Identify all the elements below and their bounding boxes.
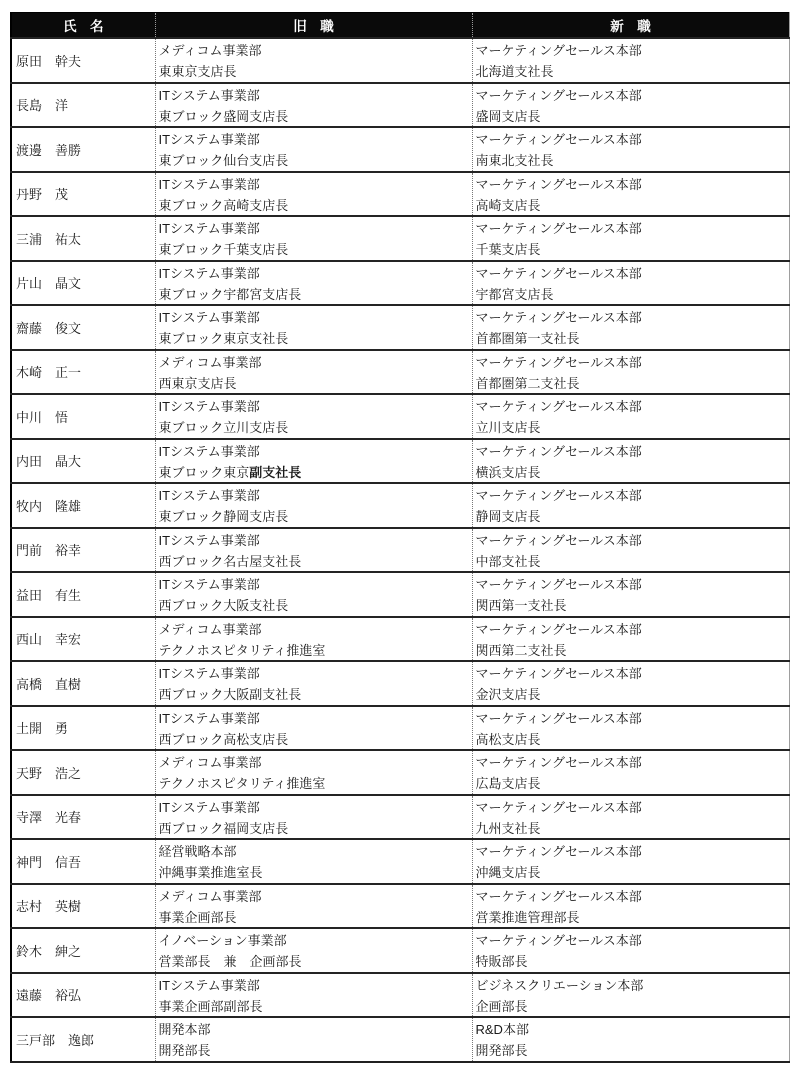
new-position-line1: マーケティングセールス本部 xyxy=(475,933,642,949)
old-position-line2: 沖縄事業推進室長 xyxy=(158,865,263,881)
old-position-line2: 東東京支店長 xyxy=(158,64,237,80)
new-position-line1: マーケティングセールス本部 xyxy=(475,176,642,192)
old-position-line1: ITシステム事業部 xyxy=(158,577,260,593)
personnel-change-table xyxy=(10,12,790,1063)
old-position-lines xyxy=(156,351,472,394)
new-position-lines xyxy=(473,351,789,394)
new-position-cell xyxy=(472,127,789,172)
new-position-line2: 関西第二支社長 xyxy=(475,642,567,658)
table-row xyxy=(11,795,789,840)
bold-text-segment: 副支社長 xyxy=(249,464,302,480)
new-position-lines xyxy=(473,39,789,82)
old-position-lines xyxy=(156,974,472,1017)
new-position-line2: 首都圏第二支社長 xyxy=(475,375,580,391)
new-position-cell xyxy=(472,1017,789,1062)
new-position-line2: 広島支店長 xyxy=(475,776,541,792)
old-position-line1: ITシステム事業部 xyxy=(158,532,260,548)
old-position-cell xyxy=(155,305,472,350)
old-position-line1: メディコム事業部 xyxy=(158,755,262,771)
new-position-cell xyxy=(472,172,789,217)
employee-name: 三戸部 逸郎 xyxy=(16,1032,95,1048)
new-position-lines xyxy=(473,440,789,483)
new-position-lines xyxy=(473,707,789,750)
old-position-cell xyxy=(155,350,472,395)
new-position-cell xyxy=(472,83,789,128)
column-header-new-position: 新 職 xyxy=(472,13,789,39)
employee-name: 三浦 祐太 xyxy=(16,231,82,247)
new-position-line1: マーケティングセールス本部 xyxy=(475,43,642,59)
new-position-cell xyxy=(472,795,789,840)
table-row xyxy=(11,839,789,884)
table-row xyxy=(11,706,789,751)
table-row xyxy=(11,973,789,1018)
old-position-lines xyxy=(156,306,472,349)
employee-name: 原田 幹夫 xyxy=(16,53,82,69)
employee-name: 片山 晶文 xyxy=(16,276,82,292)
old-position-cell xyxy=(155,83,472,128)
new-position-cell xyxy=(472,216,789,261)
new-position-line2: 関西第一支社長 xyxy=(475,598,567,614)
employee-name: 齋藤 俊文 xyxy=(16,320,82,336)
new-position-line1: マーケティングセールス本部 xyxy=(475,577,642,593)
old-position-cell xyxy=(155,261,472,306)
table-row xyxy=(11,750,789,795)
new-position-line1: マーケティングセールス本部 xyxy=(475,354,642,370)
new-position-cell xyxy=(472,439,789,484)
new-position-lines xyxy=(473,662,789,705)
new-position-line1: マーケティングセールス本部 xyxy=(475,443,642,459)
employee-name: 寺澤 光春 xyxy=(16,810,82,826)
new-position-lines xyxy=(473,128,789,171)
old-position-lines xyxy=(156,529,472,572)
old-position-line1: 経営戦略本部 xyxy=(158,844,237,860)
old-position-line2: 東ブロック盛岡支店長 xyxy=(158,108,289,124)
old-position-line2: 事業企画部長 xyxy=(158,909,237,925)
employee-name: 丹野 茂 xyxy=(16,187,69,203)
old-position-line2: 西ブロック大阪副支社長 xyxy=(158,687,302,703)
new-position-line2: 宇都宮支店長 xyxy=(475,286,554,302)
new-position-lines xyxy=(473,573,789,616)
new-position-cell xyxy=(472,350,789,395)
old-position-line2: 東ブロック静岡支店長 xyxy=(158,509,289,525)
table-row xyxy=(11,617,789,662)
old-position-lines xyxy=(156,662,472,705)
old-position-cell xyxy=(155,394,472,439)
new-position-line2: 九州支社長 xyxy=(475,820,541,836)
old-position-line2: 事業企画部副部長 xyxy=(158,998,263,1014)
old-position-line2: テクノホスピタリティ推進室 xyxy=(158,642,326,658)
employee-name: 内田 晶大 xyxy=(16,454,82,470)
new-position-line1: マーケティングセールス本部 xyxy=(475,844,642,860)
new-position-line1: マーケティングセールス本部 xyxy=(475,132,642,148)
old-position-cell xyxy=(155,928,472,973)
old-position-lines xyxy=(156,1018,472,1061)
new-position-line2: 南東北支社長 xyxy=(475,153,554,169)
old-position-line1: ITシステム事業部 xyxy=(158,443,260,459)
new-position-cell xyxy=(472,839,789,884)
column-header-old-position: 旧 職 xyxy=(155,13,472,39)
old-position-line1: ITシステム事業部 xyxy=(158,488,260,504)
new-position-lines xyxy=(473,1018,789,1061)
new-position-lines xyxy=(473,929,789,972)
old-position-cell xyxy=(155,483,472,528)
new-position-line2: 高松支店長 xyxy=(475,731,541,747)
old-position-line2: 東ブロック東京支社長 xyxy=(158,331,289,347)
new-position-line1: マーケティングセールス本部 xyxy=(475,399,642,415)
old-position-lines xyxy=(156,128,472,171)
table-row xyxy=(11,661,789,706)
employee-name: 益田 有生 xyxy=(16,587,82,603)
new-position-line1: R&D本部 xyxy=(475,1022,529,1038)
new-position-cell xyxy=(472,928,789,973)
old-position-line1: メディコム事業部 xyxy=(158,621,262,637)
old-position-line1: メディコム事業部 xyxy=(158,43,262,59)
employee-name: 中川 悟 xyxy=(16,409,69,425)
old-position-lines xyxy=(156,618,472,661)
old-position-lines xyxy=(156,262,472,305)
old-position-line2: 東ブロック高崎支店長 xyxy=(158,197,289,213)
new-position-line1: マーケティングセールス本部 xyxy=(475,666,642,682)
new-position-lines xyxy=(473,751,789,794)
old-position-cell xyxy=(155,439,472,484)
table-row xyxy=(11,127,789,172)
old-position-lines xyxy=(156,440,472,483)
old-position-cell xyxy=(155,706,472,751)
new-position-line1: マーケティングセールス本部 xyxy=(475,87,642,103)
new-position-cell xyxy=(472,305,789,350)
old-position-cell xyxy=(155,38,472,83)
employee-name: 鈴木 紳之 xyxy=(16,943,82,959)
old-position-line2: 東ブロック宇都宮支店長 xyxy=(158,286,302,302)
old-position-line2: 東ブロック仙台支店長 xyxy=(158,153,289,169)
old-position-lines xyxy=(156,173,472,216)
old-position-lines xyxy=(156,707,472,750)
new-position-lines xyxy=(473,484,789,527)
table-row xyxy=(11,572,789,617)
old-position-line2: 営業部長 兼 企画部長 xyxy=(158,954,302,970)
new-position-cell xyxy=(472,572,789,617)
new-position-line2: 営業推進管理部長 xyxy=(475,909,580,925)
old-position-cell xyxy=(155,661,472,706)
old-position-line1: メディコム事業部 xyxy=(158,888,262,904)
old-position-line2: 東ブロック千葉支店長 xyxy=(158,242,289,258)
old-position-cell xyxy=(155,795,472,840)
old-position-line2: 西ブロック高松支店長 xyxy=(158,731,289,747)
old-position-cell xyxy=(155,172,472,217)
new-position-line2: 立川支店長 xyxy=(475,420,541,436)
new-position-line2: 静岡支店長 xyxy=(475,509,541,525)
new-position-lines xyxy=(473,529,789,572)
table-row xyxy=(11,172,789,217)
new-position-lines xyxy=(473,262,789,305)
new-position-lines xyxy=(473,84,789,127)
new-position-line1: マーケティングセールス本部 xyxy=(475,532,642,548)
employee-name: 神門 信吾 xyxy=(16,854,82,870)
old-position-line1: メディコム事業部 xyxy=(158,354,262,370)
new-position-cell xyxy=(472,750,789,795)
old-position-line1: イノベーション事業部 xyxy=(158,933,287,949)
new-position-line1: マーケティングセールス本部 xyxy=(475,488,642,504)
old-position-line1: ITシステム事業部 xyxy=(158,977,260,993)
new-position-line2: 企画部長 xyxy=(475,998,528,1014)
new-position-cell xyxy=(472,528,789,573)
employee-name: 土開 勇 xyxy=(16,721,69,737)
old-position-cell xyxy=(155,750,472,795)
old-position-lines xyxy=(156,885,472,928)
new-position-line1: マーケティングセールス本部 xyxy=(475,265,642,281)
table-row xyxy=(11,83,789,128)
table-header xyxy=(11,13,789,39)
old-position-lines xyxy=(156,39,472,82)
old-position-lines xyxy=(156,84,472,127)
new-position-line1: マーケティングセールス本部 xyxy=(475,310,642,326)
old-position-lines xyxy=(156,395,472,438)
old-position-line2: 西東京支店長 xyxy=(158,375,237,391)
new-position-lines xyxy=(473,618,789,661)
header-row xyxy=(11,13,789,39)
column-header-name: 氏 名 xyxy=(11,13,155,39)
table-row xyxy=(11,528,789,573)
employee-name: 木崎 正一 xyxy=(16,365,82,381)
new-position-line2: 開発部長 xyxy=(475,1043,528,1059)
new-position-cell xyxy=(472,38,789,83)
employee-name: 遠藤 裕弘 xyxy=(16,988,82,1004)
new-position-lines xyxy=(473,306,789,349)
new-position-line1: マーケティングセールス本部 xyxy=(475,799,642,815)
old-position-line1: ITシステム事業部 xyxy=(158,87,260,103)
old-position-lines xyxy=(156,751,472,794)
table-row xyxy=(11,38,789,83)
new-position-lines xyxy=(473,840,789,883)
old-position-line2: 西ブロック福岡支店長 xyxy=(158,820,289,836)
new-position-line2: 横浜支店長 xyxy=(475,464,541,480)
new-position-cell xyxy=(472,261,789,306)
old-position-cell xyxy=(155,216,472,261)
new-position-lines xyxy=(473,395,789,438)
table-row xyxy=(11,350,789,395)
new-position-line2: 沖縄支店長 xyxy=(475,865,541,881)
old-position-line1: ITシステム事業部 xyxy=(158,399,260,415)
new-position-line1: マーケティングセールス本部 xyxy=(475,755,642,771)
old-position-cell xyxy=(155,617,472,662)
new-position-line2: 金沢支店長 xyxy=(475,687,541,703)
new-position-line2: 千葉支店長 xyxy=(475,242,541,258)
new-position-line1: マーケティングセールス本部 xyxy=(475,621,642,637)
table-row xyxy=(11,439,789,484)
old-position-line1: ITシステム事業部 xyxy=(158,221,260,237)
table-row xyxy=(11,928,789,973)
old-position-lines xyxy=(156,929,472,972)
new-position-cell xyxy=(472,661,789,706)
old-position-line1: ITシステム事業部 xyxy=(158,176,260,192)
employee-name: 天野 浩之 xyxy=(16,765,82,781)
old-position-lines xyxy=(156,796,472,839)
old-position-line2: テクノホスピタリティ推進室 xyxy=(158,776,326,792)
new-position-line1: マーケティングセールス本部 xyxy=(475,888,642,904)
new-position-line2: 盛岡支店長 xyxy=(475,108,541,124)
old-position-line1: ITシステム事業部 xyxy=(158,265,260,281)
new-position-line1: ビジネスクリエーション本部 xyxy=(475,977,644,993)
old-position-line2: 東ブロック立川支店長 xyxy=(158,420,289,436)
old-position-line2: 西ブロック名古屋支社長 xyxy=(158,553,302,569)
table-row xyxy=(11,394,789,439)
old-position-lines xyxy=(156,217,472,260)
employee-name: 西山 幸宏 xyxy=(16,632,82,648)
new-position-lines xyxy=(473,796,789,839)
employee-name: 長島 洋 xyxy=(16,98,69,114)
new-position-cell xyxy=(472,483,789,528)
text-segment: 東ブロック東京 xyxy=(158,464,250,480)
new-position-cell xyxy=(472,617,789,662)
employee-name: 牧内 隆雄 xyxy=(16,498,82,514)
new-position-lines xyxy=(473,885,789,928)
old-position-cell xyxy=(155,973,472,1018)
new-position-lines xyxy=(473,173,789,216)
old-position-line1: ITシステム事業部 xyxy=(158,799,260,815)
old-position-cell xyxy=(155,884,472,929)
old-position-lines xyxy=(156,484,472,527)
employee-name: 門前 裕幸 xyxy=(16,543,82,559)
old-position-line2: 開発部長 xyxy=(158,1043,211,1059)
old-position-cell xyxy=(155,1017,472,1062)
new-position-cell xyxy=(472,394,789,439)
employee-name: 志村 英樹 xyxy=(16,899,82,915)
old-position-cell xyxy=(155,528,472,573)
old-position-line2: 西ブロック大阪支社長 xyxy=(158,598,289,614)
new-position-line2: 特販部長 xyxy=(475,954,528,970)
old-position-line1: ITシステム事業部 xyxy=(158,710,260,726)
old-position-line1: ITシステム事業部 xyxy=(158,666,260,682)
table-row xyxy=(11,216,789,261)
old-position-cell xyxy=(155,127,472,172)
table-row xyxy=(11,884,789,929)
table-row xyxy=(11,305,789,350)
new-position-line2: 首都圏第一支社長 xyxy=(475,331,580,347)
new-position-cell xyxy=(472,884,789,929)
old-position-lines xyxy=(156,840,472,883)
old-position-line1: ITシステム事業部 xyxy=(158,310,260,326)
old-position-line1: 開発本部 xyxy=(158,1022,211,1038)
table-row xyxy=(11,1017,789,1062)
employee-name: 渡邊 善勝 xyxy=(16,142,82,158)
employee-name: 高橋 直樹 xyxy=(16,676,82,692)
old-position-line2 xyxy=(156,461,472,482)
new-position-line1: マーケティングセールス本部 xyxy=(475,710,642,726)
new-position-line2: 高崎支店長 xyxy=(475,197,541,213)
new-position-cell xyxy=(472,973,789,1018)
new-position-cell xyxy=(472,706,789,751)
new-position-lines xyxy=(473,974,789,1017)
old-position-line1: ITシステム事業部 xyxy=(158,132,260,148)
new-position-line2: 北海道支社長 xyxy=(475,64,554,80)
old-position-cell xyxy=(155,839,472,884)
new-position-line2: 中部支社長 xyxy=(475,553,541,569)
table-row xyxy=(11,261,789,306)
table-body xyxy=(11,38,789,1062)
table-row xyxy=(11,483,789,528)
old-position-lines xyxy=(156,573,472,616)
old-position-cell xyxy=(155,572,472,617)
new-position-line1: マーケティングセールス本部 xyxy=(475,221,642,237)
new-position-lines xyxy=(473,217,789,260)
